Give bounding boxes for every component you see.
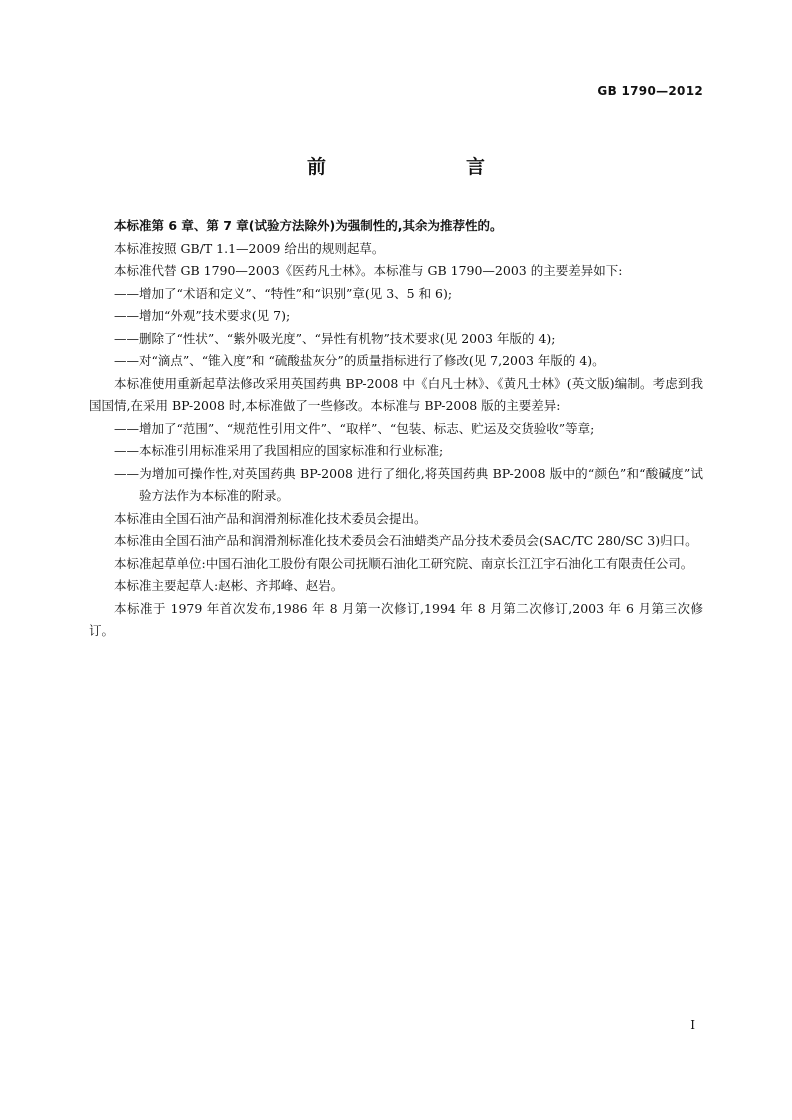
- difference-item: ——增加“外观”技术要求(见 7);: [114, 308, 291, 323]
- bp-difference-item: ——增加了“范围”、“规范性引用文件”、“取样”、“包装、标志、贮运及交货验收”等章;: [114, 420, 595, 436]
- adoption-paragraph: 本标准使用重新起草法修改采用英国药典 BP-2008 中《白凡士林》、《黄凡士林》(英文版)编制。考虑到我国国情,在采用 BP-2008 时,本标准做了一些修改。本标准与 BP-2008 版的主要差异:: [89, 375, 703, 413]
- page-number: I: [690, 1018, 695, 1032]
- bp-difference-item: ——为增加可操作性,对英国药典 BP-2008 进行了细化,将英国药典 BP-2008 版中的“颜色”和“酸碱度”试验方法作为本标准的附录。: [114, 465, 703, 503]
- drafters-paragraph: 本标准主要起草人:赵彬、齐邦峰、赵岩。: [114, 578, 344, 593]
- revision-history-paragraph: 本标准于 1979 年首次发布,1986 年 8 月第一次修订,1994 年 8 月第二次修订,2003 年 6 月第三次修订。: [89, 600, 703, 638]
- mandatory-clause-paragraph: 本标准第 6 章、第 7 章(试验方法除外)为强制性的,其余为推荐性的。: [114, 218, 503, 233]
- difference-item: ——对“滴点”、“锥入度”和 “硫酸盐灰分”的质量指标进行了修改(见 7,2003 年版的 4)。: [114, 353, 605, 368]
- drafting-rules-paragraph: 本标准按照 GB/T 1.1—2009 给出的规则起草。: [114, 240, 385, 256]
- centralized-by-paragraph: 本标准由全国石油产品和润滑剂标准化技术委员会石油蜡类产品分技术委员会(SAC/TC 280/SC 3)归口。: [114, 533, 698, 548]
- proposer-paragraph: 本标准由全国石油产品和润滑剂标准化技术委员会提出。: [114, 510, 427, 526]
- page-title: 前 言: [306, 156, 519, 178]
- replacement-paragraph: 本标准代替 GB 1790—2003《医药凡士林》。本标准与 GB 1790—2003 的主要差异如下:: [114, 263, 623, 278]
- foreword-body: [89, 215, 703, 643]
- drafting-units-paragraph: 本标准起草单位:中国石油化工股份有限公司抚顺石油化工研究院、南京长江江宇石油化工有限责任公司。: [114, 555, 694, 571]
- difference-item: ——增加了“术语和定义”、“特性”和“识别”章(见 3、5 和 6);: [114, 285, 453, 301]
- bp-difference-item: ——本标准引用标准采用了我国相应的国家标准和行业标准;: [114, 443, 444, 458]
- difference-item: ——删除了“性状”、“紫外吸光度”、“异性有机物”技术要求(见 2003 年版的 4);: [114, 330, 556, 346]
- standard-code: GB 1790—2012: [597, 84, 703, 98]
